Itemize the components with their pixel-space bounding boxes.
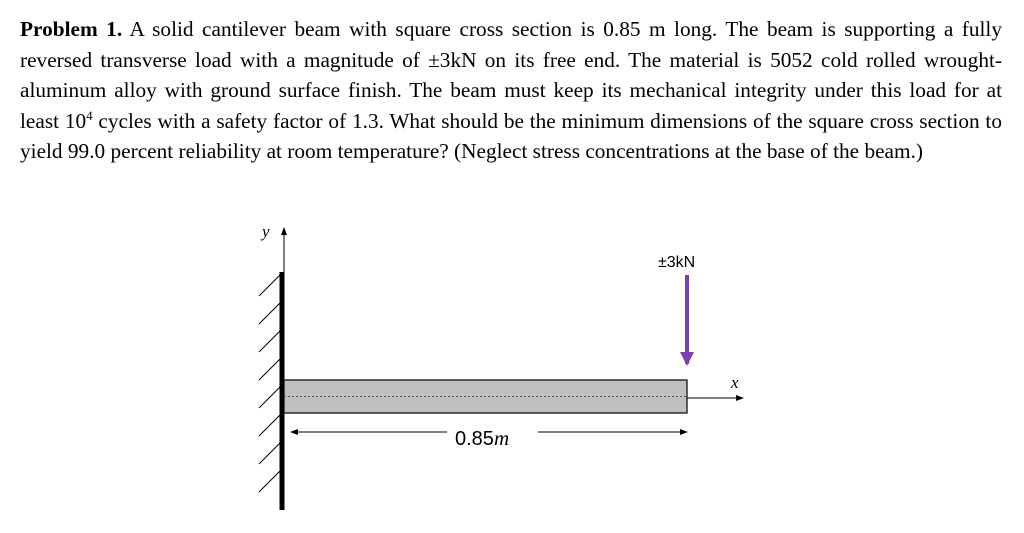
problem-heading: Problem 1. xyxy=(20,17,123,41)
fixed-support-hatching xyxy=(259,274,281,492)
problem-text-part-1: A solid cantilever beam with square cross section is 0.85 m long. The beam is supporting a fully reversed transverse load with a magnitude of ±3kN on its free end. The material is 5052 cold rolled wrought-aluminum alloy with ground surface finish. The beam must keep its mechanical integrity under this load for at least 10 xyxy=(20,17,1002,133)
length-value: 0.85 xyxy=(455,428,494,450)
problem-text-part-2: cycles with a safety factor of 1.3. What should be the minimum dimensions of the square cross section to yield 99.0 percent reliability at room temperature? (Neglect stress concentrations at the base of the beam.) xyxy=(20,108,1002,163)
x-axis-label: x xyxy=(731,373,739,392)
y-axis-label: y xyxy=(262,222,270,241)
cycles-exponent: 4 xyxy=(86,107,93,123)
length-unit: m xyxy=(493,426,510,450)
length-label xyxy=(455,426,509,450)
load-label: ±3kN xyxy=(658,254,696,271)
